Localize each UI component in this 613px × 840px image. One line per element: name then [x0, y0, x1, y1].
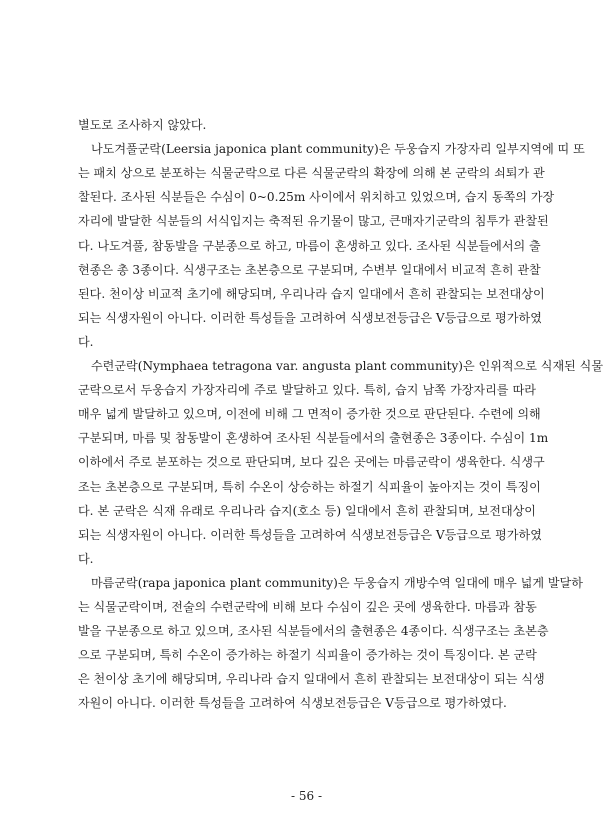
text-line: 다. [78, 551, 94, 566]
text-line: 찰된다. 조사된 식분들은 수심이 0~0.25m 사이에서 위치하고 있었으며, 습지 동쪽의 가장 [78, 190, 555, 205]
text-line: 된다. 천이상 비교적 초기에 해당되며, 우리나라 습지 일대에서 흔히 관찰되는 보전대상이 [78, 286, 545, 301]
text-line: 현종은 총 3종이다. 식생구조는 초본층으로 구분되며, 수변부 일대에서 비교적 흔히 관찰 [78, 262, 541, 277]
text-line: 매우 넓게 발달하고 있으며, 이전에 비해 그 면적이 증가한 것으로 판단된다. 수련에 의해 [78, 407, 541, 422]
text-line: 마름군락(rapa japonica plant community)은 두웅습지 개방수역 일대에 매우 넓게 발달하 [91, 575, 583, 590]
text-line: 조는 초본층으로 구분되며, 특히 수온이 상승하는 하절기 식피율이 높아지는 것이 특징이 [78, 479, 541, 494]
text-line: 는 식물군락이며, 전술의 수련군락에 비해 보다 수심이 깊은 곳에 생육한다. 마름과 참동 [78, 600, 537, 614]
text-line: 별도로 조사하지 않았다. [78, 118, 207, 132]
text-line: 군락으로서 두웅습지 가장자리에 주로 발달하고 있다. 특히, 습지 남쪽 가장자리를 따라 [78, 383, 536, 398]
text-line: 다. [78, 334, 94, 349]
text-line: 발을 구분종으로 하고 있으며, 조사된 식분들에서의 출현종은 4종이다. 식생구조는 초본층 [78, 624, 549, 639]
page-number: - 56 - [290, 789, 322, 803]
text-line: 수련군락(Nymphaea tetragona var. angusta plant community)은 인위적으로 식재된 식물 [91, 359, 604, 373]
text-line: 나도겨풀군락(Leersia japonica plant community)은 두웅습지 가장자리 일부지역에 띠 또 [91, 142, 585, 157]
text-line: 은 천이상 초기에 해당되며, 우리나라 습지 일대에서 흔히 관찰되는 보전대상이 되는 식생 [78, 672, 545, 687]
text-line: 다. 나도겨풀, 참동발을 구분종으로 하고, 마름이 혼생하고 있다. 조사된 식분들에서의 출 [78, 238, 541, 253]
text-line: 자원이 아니다. 이러한 특성들을 고려하여 식생보전등급은 Ⅴ등급으로 평가하였다. [78, 696, 507, 711]
text-line: 으로 구분되며, 특히 수온이 증가하는 하절기 식피율이 증가하는 것이 특징이다. 본 군락 [78, 648, 537, 663]
text-line: 다. 본 군락은 식재 유래로 우리나라 습지(호소 등) 일대에서 흔히 관찰되며, 보전대상이 [78, 503, 536, 518]
text-line: 되는 식생자원이 아니다. 이러한 특성들을 고려하여 식생보전등급은 Ⅴ등급으로 평가하였 [78, 527, 542, 542]
text-line: 되는 식생자원이 아니다. 이러한 특성들을 고려하여 식생보전등급은 Ⅴ등급으로 평가하였 [78, 310, 542, 325]
text-line: 이하에서 주로 분포하는 것으로 판단되며, 보다 깊은 곳에는 마름군락이 생육한다. 식생구 [78, 455, 545, 470]
text-line: 구분되며, 마름 및 참동발이 혼생하여 조사된 식분들에서의 출현종은 3종이다. 수심이 1m [78, 431, 549, 446]
text-line: 자리에 발달한 식분들의 서식입지는 축적된 유기물이 많고, 큰매자기군락의 침투가 관찰된 [78, 214, 549, 229]
text-line: 는 패치 상으로 분포하는 식물군락으로 다른 식물군락의 확장에 의해 본 군락의 쇠퇴가 관 [78, 166, 545, 181]
